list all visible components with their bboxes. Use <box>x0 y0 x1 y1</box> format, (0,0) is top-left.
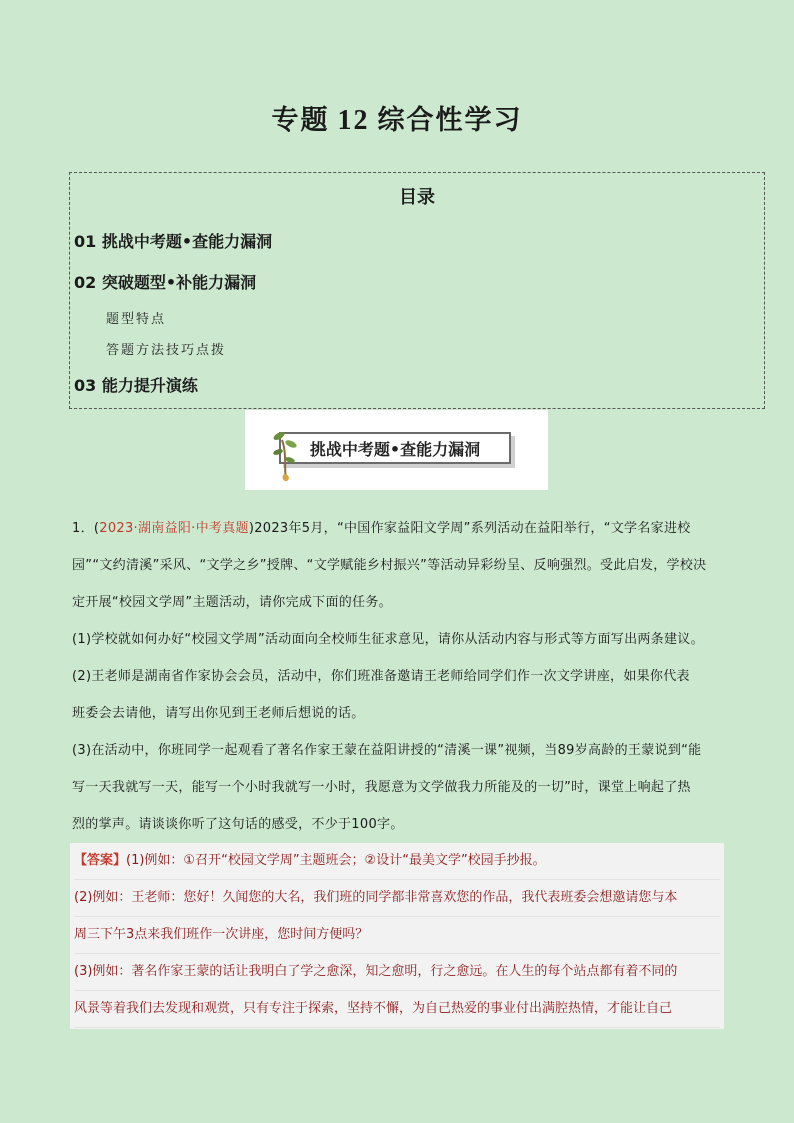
answer-2-cont: 周三下午3点来我们班作一次讲座，您时间方便吗？ <box>74 917 720 954</box>
answer-block <box>70 843 724 1029</box>
toc-subitem-tips[interactable]: 答题方法技巧点拨 <box>106 343 227 358</box>
question-line: 定开展“校园文学周”主题活动，请你完成下面的任务。 <box>72 595 392 610</box>
task-3: (3)在活动中，你班同学一起观看了著名作家王蒙在益阳讲授的“清溪一课”视频，当89岁高龄的王蒙说到“能 <box>72 743 702 758</box>
section-banner <box>245 410 548 490</box>
title-suffix: 综合性学习 <box>377 105 523 136</box>
task-3-cont: 写一天我就写一天，能写一个小时我就写一小时，我愿意为文学做我力所能及的一切”时，课堂上响起了热 <box>72 780 691 795</box>
title-prefix: 专题 <box>271 105 330 136</box>
toc-subitem-features[interactable]: 题型特点 <box>106 312 167 327</box>
answer-1: 【答案】(1)例如：①召开“校园文学周”主题班会；②设计“最美文学”校园手抄报。 <box>74 843 720 880</box>
task-3-cont: 烈的掌声。请谈谈你听了这句话的感受，不少于100字。 <box>72 817 404 832</box>
answer-3: (3)例如：著名作家王蒙的话让我明白了学之愈深，知之愈明，行之愈远。在人生的每个站点都有着不同的 <box>74 954 720 991</box>
question-source: 2023·湖南益阳·中考真题 <box>99 521 249 536</box>
page-title <box>0 98 794 137</box>
answer-tag: 【答案】 <box>74 853 127 868</box>
toc-heading: 目录 <box>399 187 435 208</box>
task-2-cont: 班委会去请他，请写出你见到王老师后想说的话。 <box>72 706 365 721</box>
banner-label: 挑战中考题•查能力漏洞 <box>279 432 511 464</box>
toc-item-03[interactable]: 03 能力提升演练 <box>74 376 198 395</box>
answer-3-cont: 风景等着我们去发现和观赏，只有专注于探索，坚持不懈，为自己热爱的事业付出满腔热情，才能让自己 <box>74 991 720 1028</box>
question-line: 1．(2023·湖南益阳·中考真题)2023年5月，“中国作家益阳文学周”系列活动在益阳举行，“文学名家进校 <box>72 521 691 536</box>
toc-item-02[interactable]: 02 突破题型•补能力漏洞 <box>74 273 257 292</box>
question-line: 园”“文约清溪”采风、“文学之乡”授牌、“文学赋能乡村振兴”等活动异彩纷呈、反响强烈。受此启发，学校决 <box>72 558 707 573</box>
answer-2: (2)例如：王老师：您好！久闻您的大名，我们班的同学都非常喜欢您的作品，我代表班委会想邀请您与本 <box>74 880 720 917</box>
title-number: 12 <box>337 105 370 136</box>
toc-item-01[interactable]: 01 挑战中考题•查能力漏洞 <box>74 232 273 251</box>
table-of-contents <box>69 172 765 409</box>
plant-icon <box>269 424 303 482</box>
task-2: (2)王老师是湖南省作家协会会员，活动中，你们班准备邀请王老师给同学们作一次文学讲座，如果你代表 <box>72 669 690 684</box>
task-1: (1)学校就如何办好“校园文学周”活动面向全校师生征求意见，请你从活动内容与形式等方面写出两条建议。 <box>72 632 704 647</box>
